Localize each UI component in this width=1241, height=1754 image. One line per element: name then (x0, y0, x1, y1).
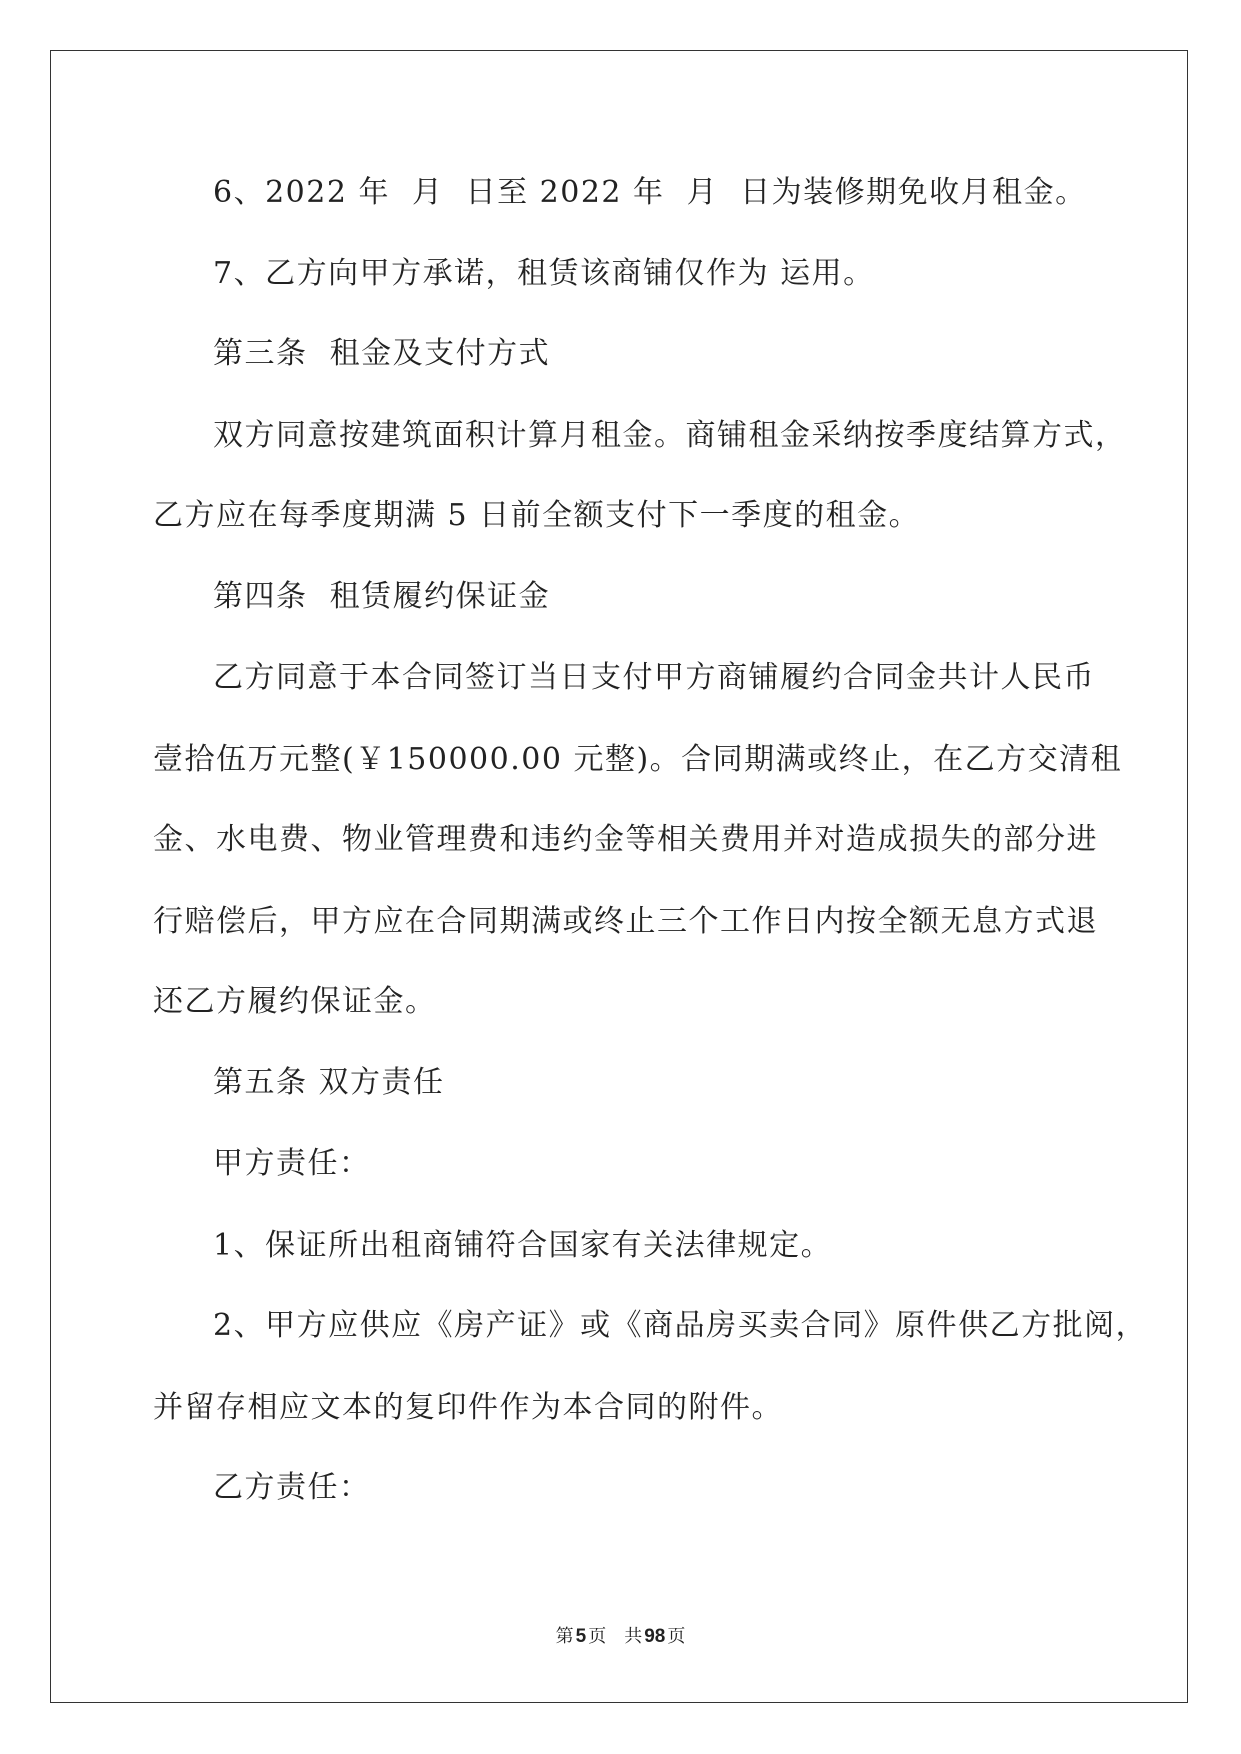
footer-total-suffix: 页 (667, 1626, 686, 1647)
subsection-heading: 甲方责任： (213, 1146, 371, 1181)
paragraph-line: 双方同意按建筑面积计算月租金。商铺租金采纳按季度结算方式， (213, 418, 1127, 453)
footer-page-suffix: 页 (588, 1626, 607, 1647)
paragraph-line: 并留存相应文本的复印件作为本合同的附件。 (153, 1390, 783, 1425)
paragraph-line: 乙方同意于本合同签订当日支付甲方商铺履约合同金共计人民币 (213, 660, 1095, 695)
paragraph-line: 金、水电费、物业管理费和违约金等相关费用并对造成损失的部分进 (153, 822, 1098, 857)
section-heading: 第五条 双方责任 (213, 1065, 445, 1100)
page-border (50, 50, 1188, 1703)
paragraph-line: 行赔偿后，甲方应在合同期满或终止三个工作日内按全额无息方式退 (153, 904, 1098, 939)
paragraph-line: 1、保证所出租商铺符合国家有关法律规定。 (213, 1228, 833, 1263)
subsection-heading: 乙方责任： (213, 1470, 371, 1505)
paragraph-line: 还乙方履约保证金。 (153, 984, 437, 1019)
page-footer (0, 1624, 1241, 1650)
paragraph-line: 乙方应在每季度期满 5 日前全额支付下一季度的租金。 (153, 498, 921, 533)
section-heading: 第四条 租赁履约保证金 (213, 579, 551, 614)
current-page-number: 5 (575, 1626, 587, 1647)
paragraph-line: 6、2022 年 月 日至 2022 年 月 日为装修期免收月租金。 (213, 175, 1087, 210)
footer-total-prefix: 共 (624, 1626, 643, 1647)
paragraph-line: 壹拾伍万元整(￥150000.00 元整)。合同期满或终止，在乙方交清租 (153, 742, 1123, 777)
section-heading: 第三条 租金及支付方式 (213, 336, 551, 371)
paragraph-line: 2、甲方应供应《房产证》或《商品房买卖合同》原件供乙方批阅， (213, 1308, 1148, 1343)
footer-prefix: 第 (555, 1626, 574, 1647)
total-pages-number: 98 (644, 1626, 666, 1647)
paragraph-line: 7、乙方向甲方承诺，租赁该商铺仅作为 运用。 (213, 256, 875, 291)
